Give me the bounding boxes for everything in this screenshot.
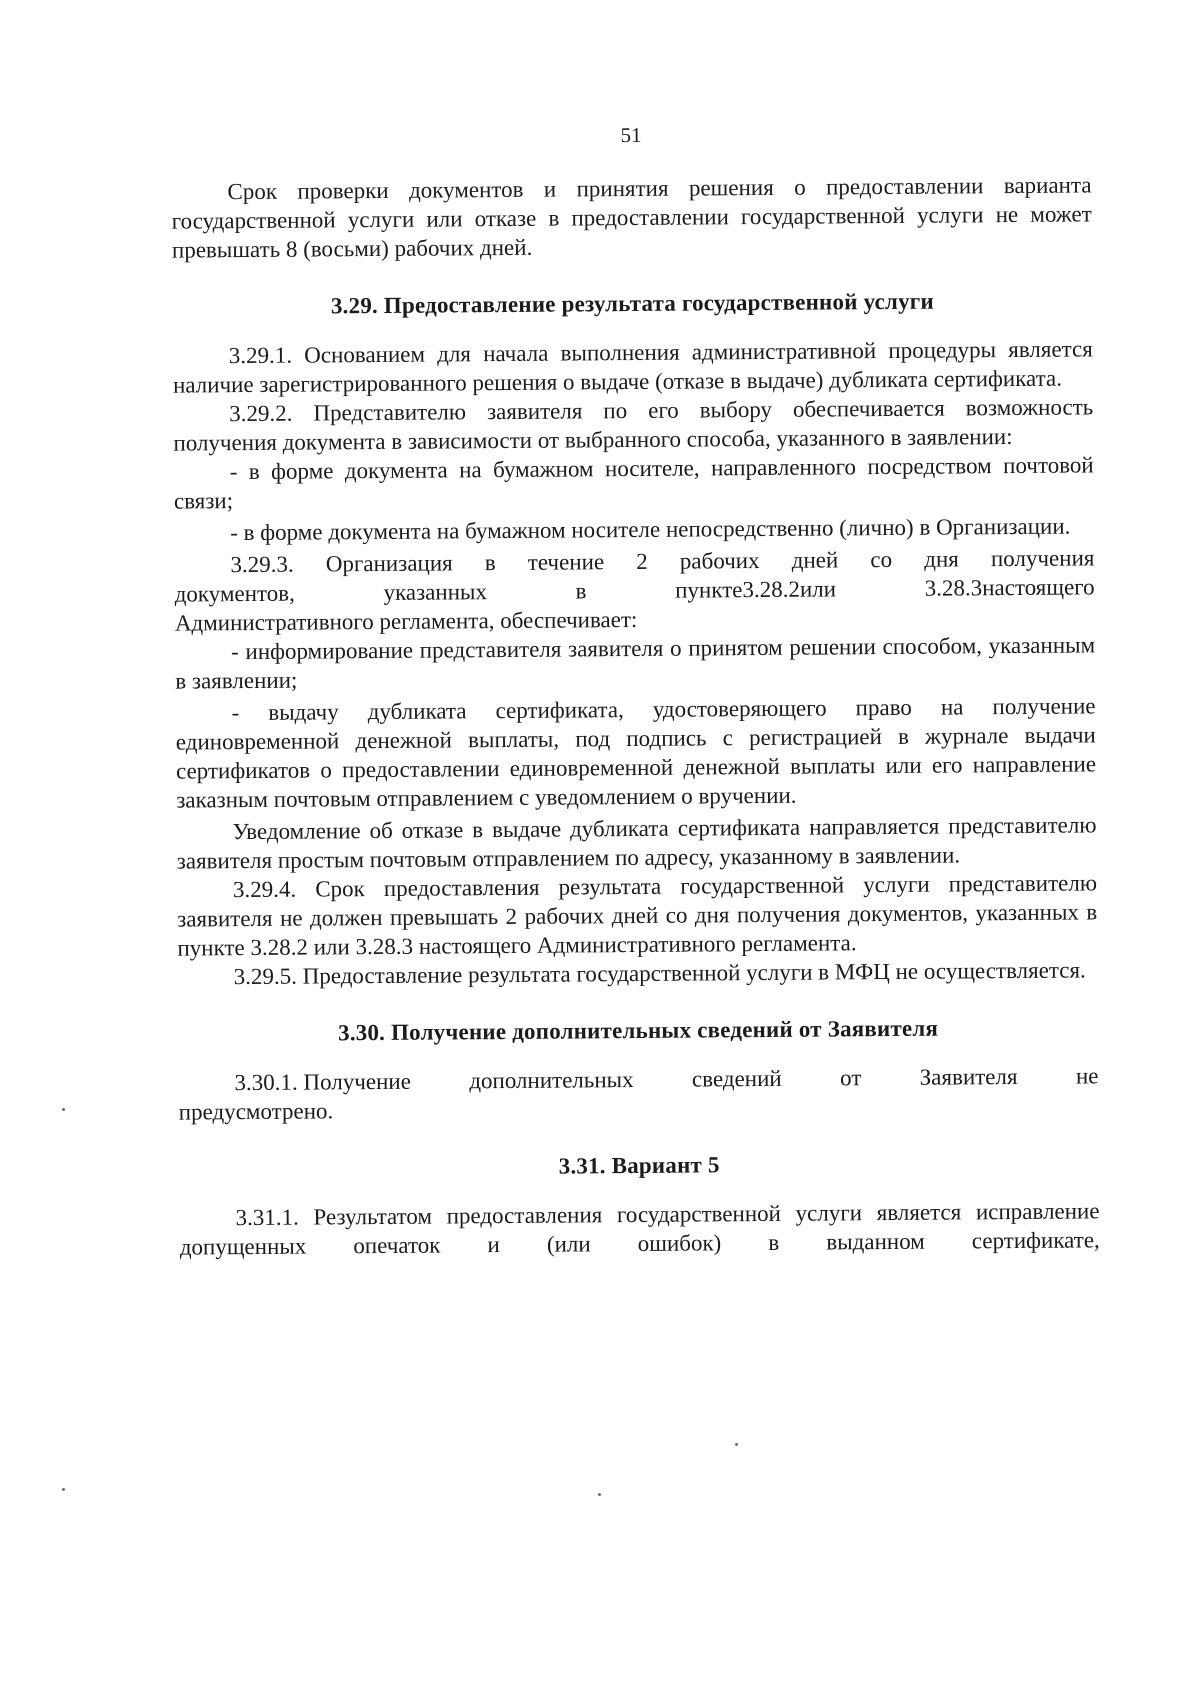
word: 3.28.3настоящего: [924, 574, 1095, 601]
intro-paragraph: Срок проверки документов и принятия решения о предоставлении варианта государственной услуги или отказе в предоставлении государственной услуги не может превышать 8 (восьми) рабочих дней.: [171, 172, 1092, 263]
section-3-30-heading: 3.30. Получение дополнительных сведений от Заявителя: [337, 1015, 939, 1046]
paragraph-3-29-3: [174, 543, 1095, 637]
list-item-informing: - информирование представителя заявителя о принятом решении способом, указанным в заявлении;: [175, 632, 1096, 694]
section-3-31-heading: 3.31. Вариант 5: [558, 1152, 720, 1179]
scan-speck: [735, 1443, 738, 1446]
word: в: [575, 578, 587, 604]
paragraph-3-29-1: 3.29.1. Основанием для начала выполнения административной процедуры является наличие зарегистрированного решения о выдаче (отказе в выдаче) дубликата сертификата.: [172, 336, 1093, 398]
word: от: [839, 1065, 862, 1091]
scan-speck: [598, 1493, 601, 1496]
paragraph-3-29-5: 3.29.5. Предоставление результата государственной услуги в МФЦ не осуществляется.: [233, 957, 1086, 990]
page-number: 51: [620, 122, 642, 148]
list-item-postal: - в форме документа на бумажном носителе, направленного посредством почтовой связи;: [173, 452, 1094, 514]
paragraph-3-29-3-line1-text: 3.29.3. Организация в течение 2 рабочих дней со дня получения: [230, 545, 1095, 578]
word: 3.30.1. Получение: [234, 1068, 411, 1096]
list-item-in-person: - в форме документа на бумажном носителе непосредственно (лично) в Организации.: [230, 513, 1071, 546]
paragraph-3-30-1-line2: предусмотрено.: [178, 1098, 334, 1125]
paragraph-3-31-1: 3.31.1. Результатом предоставления государственной услуги является исправление допущенных опечаток и (или ошибок) в выданном сертификате,: [179, 1198, 1100, 1260]
document-page: [170, 0, 1103, 1701]
document-body: [171, 170, 1099, 1261]
paragraph-3-29-4: 3.29.4. Срок предоставления результата государственной услуги представителю заявителя не должен превышать 2 рабочих дней со дня получения документов, указанных в пункте 3.28.2 или 3.28.3 настоящего Административного регламента.: [177, 870, 1098, 961]
word: не: [1075, 1063, 1099, 1089]
word: указанных: [383, 579, 488, 605]
list-item-issue-duplicate: - выдачу дубликата сертификата, удостоверяющего право на получение единовременной денежной выплаты, под подпись с регистрацией в журнале выдачи сертификатов о предоставлении единовременной денежной выплаты или его направление заказным почтовым отправлением с уведомлением о вручении.: [175, 693, 1097, 813]
word: дополнительных: [469, 1067, 634, 1094]
scan-speck: [62, 1108, 65, 1111]
paragraph-3-29-2: 3.29.2. Представителю заявителя по его выбору обеспечивается возможность получения документа в зависимости от выбранного способа, указанного в заявлении:: [173, 394, 1094, 456]
scan-speck: [62, 1488, 65, 1491]
word: документов,: [174, 580, 295, 607]
word: Заявителя: [919, 1063, 1018, 1090]
word: сведений: [691, 1065, 782, 1092]
word: пункте3.28.2или: [675, 576, 837, 603]
paragraph-refusal-notice: Уведомление об отказе в выдаче дубликата сертификата направляется представителю заявителя простым почтовым отправлением по адресу, указанному в заявлении.: [176, 812, 1097, 874]
section-3-29-heading: 3.29. Предоставление результата государственной услуги: [330, 288, 934, 319]
paragraph-3-29-3-line3: Административного регламента, обеспечивает:: [174, 606, 638, 636]
